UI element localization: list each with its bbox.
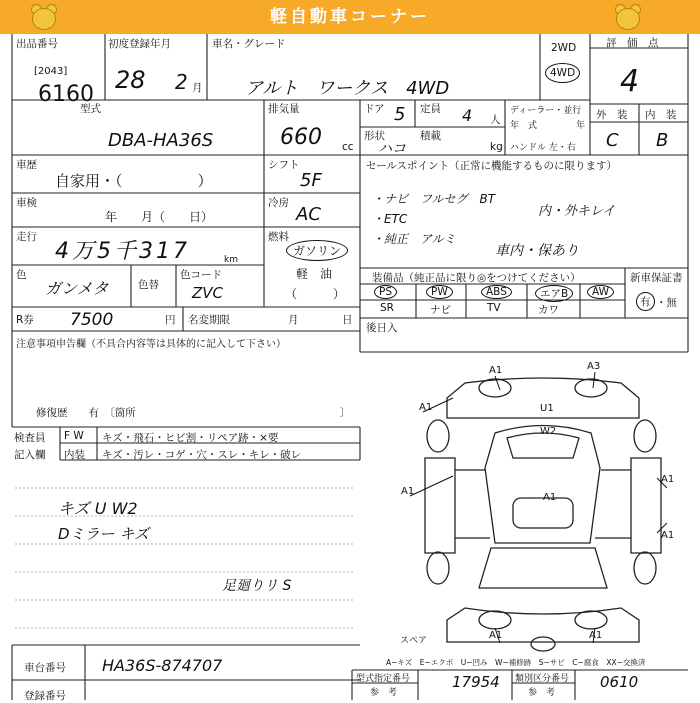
load-unit: kg <box>490 141 503 153</box>
color-label: 色 <box>16 269 27 281</box>
first-reg-label: 初度登録年月 <box>108 38 171 50</box>
car-damage-diagram <box>395 358 695 658</box>
km-unit: km <box>224 255 238 265</box>
mark-w2: W2 <box>540 426 557 437</box>
recycle-unit: 円 <box>165 314 176 326</box>
equip-pw: PW <box>426 285 453 299</box>
reg-no-label: 登録番号 <box>24 690 66 702</box>
equip-ps: PS <box>374 285 397 299</box>
equip-navi: ナビ <box>430 304 451 316</box>
interior-grade: B <box>656 130 669 151</box>
mark-a1-bottom-right: A1 <box>589 630 603 641</box>
ac-value: AC <box>296 204 321 225</box>
sales-line3: ・純正 アルミ <box>372 232 456 246</box>
handle-label: ハンドル 左・右 <box>510 143 576 153</box>
warranty-no: ・無 <box>656 297 677 309</box>
month-unit: 月 <box>192 82 203 94</box>
fuel-gas-circled: ガソリン <box>286 240 348 261</box>
sales-line2: ・ETC <box>372 212 408 226</box>
color-change-label: 色替 <box>138 279 159 291</box>
equip-sr: SR <box>380 302 394 314</box>
door-label: ドア <box>364 103 385 115</box>
repair-label: 修復歴 有 〔箇所 <box>36 407 136 419</box>
color-value: ガンメタ <box>45 279 109 298</box>
new-car-warranty-label: 新車保証書 <box>630 272 683 284</box>
mark-a1-side: A1 <box>401 486 415 497</box>
fuel-label: 燃料 <box>268 231 289 243</box>
equip-abs: ABS <box>481 285 512 299</box>
mark-a1-right: A1 <box>661 474 675 485</box>
mark-a1-left: A1 <box>419 402 433 413</box>
model-name-value: アルト ワークス 4WD <box>245 78 450 99</box>
reg-year: 28 <box>115 66 146 94</box>
shift-label: シフト <box>268 159 300 171</box>
inspector-label: 検査員 <box>14 432 46 444</box>
repair-close: 〕 <box>340 407 351 419</box>
warranty-yes-circled: 有 <box>636 292 655 311</box>
history-label: 車歴 <box>16 159 37 171</box>
insp-note-3: 足廻りリ S <box>222 578 292 594</box>
cc-unit: cc <box>342 141 354 153</box>
rating-value: 4 <box>620 64 640 99</box>
exterior-grade: C <box>606 130 619 151</box>
inspection-value: 年 月（ 日） <box>105 210 214 224</box>
insp-fw-items: キズ・飛石・ヒビ割・リペア跡・×要 <box>102 432 279 444</box>
ac-label: 冷房 <box>268 197 289 209</box>
session-number: [2043] <box>34 66 68 77</box>
name-change-day: 日 <box>342 314 353 326</box>
class-label: 類別区分番号 <box>515 674 570 684</box>
type-cert-label: 型式指定番号 <box>356 674 411 684</box>
lot-number: 6160 <box>38 82 94 107</box>
sales-line4: 車内・保あり <box>495 243 579 259</box>
type-label: 型式 <box>80 103 101 115</box>
notes-label: 注意事項申告欄（不具合内容等は具体的に記入して下さい） <box>16 339 286 350</box>
displacement-value: 660 <box>280 125 322 150</box>
recycle-label: R券 <box>16 314 34 326</box>
chassis-label: 車台番号 <box>24 662 66 674</box>
rating-label: 評 価 点 <box>606 37 659 49</box>
reg-month: 2 <box>175 70 188 94</box>
lot-no-label: 出品番号 <box>16 38 58 50</box>
mark-a1-top-left: A1 <box>489 365 503 376</box>
mark-a1-right-low: A1 <box>661 530 675 541</box>
name-change-month: 月 <box>288 314 299 326</box>
insp-note-1: キズ U W2 <box>58 499 138 518</box>
model-name-label: 車名・グレード <box>212 38 286 50</box>
model-year-label: 年 式 <box>510 121 538 131</box>
drive-4wd-circled: 4WD <box>545 63 580 83</box>
exterior-label: 外 装 <box>596 109 628 121</box>
class-value: 0610 <box>600 673 639 691</box>
drive-2wd: 2WD <box>551 42 577 54</box>
class-sub: 参 考 <box>528 688 556 698</box>
header-title: 軽自動車コーナー <box>270 7 430 27</box>
type-value: DBA-HA36S <box>108 130 214 151</box>
mark-a3-top-right: A3 <box>587 361 601 372</box>
chassis-value: HA36S-874707 <box>102 656 223 675</box>
capacity-value: 4 <box>462 106 473 125</box>
sales-label: セールスポイント（正常に機能するものに限ります） <box>366 160 618 172</box>
shape-label: 形状 <box>364 130 385 142</box>
type-cert-sub: 参 考 <box>370 688 398 698</box>
load-label: 積載 <box>420 130 441 142</box>
history-value: 自家用・（ ） <box>55 172 213 190</box>
name-change-label: 名変期限 <box>188 314 230 326</box>
recycle-value: 7500 <box>70 310 114 330</box>
shape-value: ハコ <box>378 141 406 157</box>
fuel-diesel: 軽 油 <box>296 267 333 281</box>
capacity-unit: 人 <box>490 114 501 126</box>
inspection-label: 車検 <box>16 197 37 209</box>
sales-line1: ・ナビ フルセグ BT <box>372 192 496 206</box>
shift-value: 5F <box>300 170 322 191</box>
equip-aw: AW <box>587 285 614 299</box>
entry-label: 記入欄 <box>14 449 46 461</box>
color-code-value: ZVC <box>192 284 224 302</box>
mark-a1-bottom-left: A1 <box>489 630 503 641</box>
insp-fw: F W <box>64 430 84 442</box>
interior-label: 内 装 <box>645 109 677 121</box>
insp-interior: 内装 <box>64 449 85 461</box>
spare-label: スペア <box>400 636 428 646</box>
dealer-label: ディーラー・並行 <box>510 106 582 116</box>
equip-airbag: エアB <box>535 285 573 302</box>
insp-interior-items: キズ・汚レ・コゲ・穴・スレ・キレ・破レ <box>102 449 302 461</box>
equip-leather: カワ <box>538 304 559 316</box>
damage-legend: A−キズ E−エクボ U−凹み W−補修跡 S−サビ C−腐食 XX−交換済 <box>386 658 646 667</box>
mark-a1-center: A1 <box>543 492 557 503</box>
later-entry-label: 後日入 <box>366 322 398 334</box>
door-value: 5 <box>394 104 406 125</box>
mark-u1: U1 <box>540 403 554 414</box>
insp-note-2: Dミラー キズ <box>58 525 150 543</box>
capacity-label: 定員 <box>420 103 441 115</box>
sales-line1-right: 内・外キレイ <box>538 204 616 219</box>
displacement-label: 排気量 <box>268 103 300 115</box>
type-cert-value: 17954 <box>452 673 500 691</box>
color-code-label: 色コード <box>180 269 222 281</box>
equipment-label: 装備品（純正品に限り◎をつけてください） <box>372 272 581 284</box>
model-year-unit: 年 <box>576 121 586 131</box>
mileage-value: 4万5千317 <box>55 239 190 264</box>
equip-tv: TV <box>487 302 501 314</box>
fuel-paren: （ ） <box>285 287 346 301</box>
mileage-label: 走行 <box>16 231 37 243</box>
